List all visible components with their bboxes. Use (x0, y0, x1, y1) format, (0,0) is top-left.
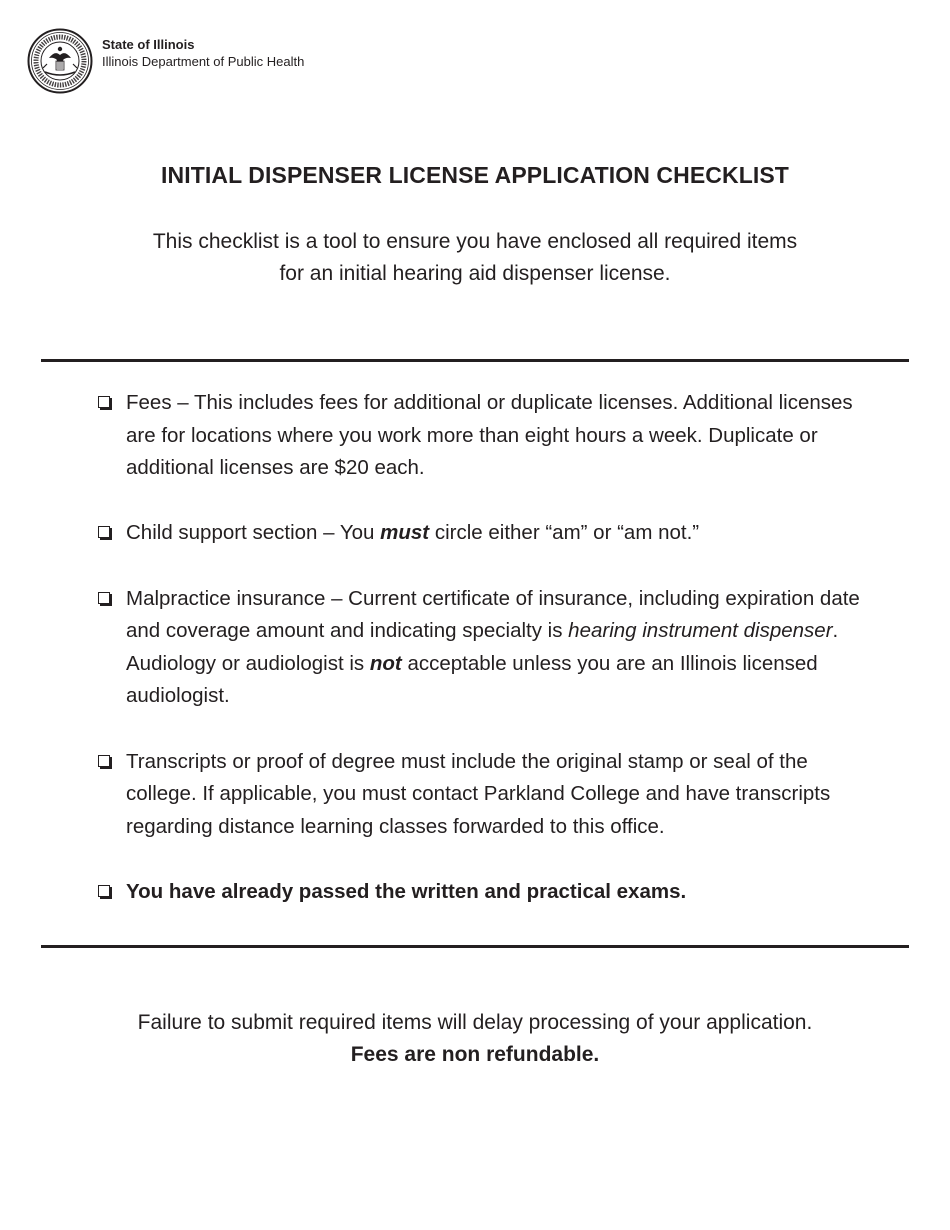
empty-checkbox-icon[interactable] (98, 396, 110, 408)
agency-block (102, 36, 304, 70)
page-title: INITIAL DISPENSER LICENSE APPLICATION CHECKLIST (161, 162, 789, 188)
checklist-item-exams (96, 876, 866, 909)
checklist-item-child-support (96, 517, 866, 550)
checklist-item-transcripts (96, 746, 866, 844)
footer-line-2: Fees are non refundable. (350, 1043, 600, 1066)
department-name: Illinois Department of Public Health (102, 54, 305, 69)
malpractice-text-1: Malpractice insurance – Current certificate of insurance, including expiration date and coverage amount and indicating specialty is (126, 586, 860, 643)
intro-line-1: This checklist is a tool to ensure you have enclosed all required items (152, 230, 798, 253)
empty-checkbox-icon[interactable] (98, 885, 110, 897)
child-support-text-after: circle either “am” or “am not.” (429, 521, 700, 545)
illinois-state-seal-icon (27, 28, 93, 94)
empty-checkbox-icon[interactable] (98, 592, 110, 604)
malpractice-emphasis: not (369, 651, 402, 675)
empty-checkbox-icon[interactable] (98, 526, 110, 538)
intro-line-2: for an initial hearing aid dispenser license. (279, 262, 671, 285)
top-divider (41, 359, 909, 362)
checklist (96, 387, 866, 941)
malpractice-specialty: hearing instrument dispenser (568, 619, 833, 643)
checklist-item-fees (96, 387, 866, 485)
child-support-emphasis: must (380, 521, 430, 545)
malpractice-text-2: . Audiology or audiologist is (126, 619, 839, 675)
state-name: State of Illinois (102, 37, 195, 52)
malpractice-text-3: acceptable unless you are an Illinois licensed audiologist. (126, 651, 818, 708)
fees-text: Fees – This includes fees for additional or duplicate licenses. Additional licenses are for locations where you work more than eight hours a week. Duplicate or additional licenses are $20 each. (126, 391, 853, 480)
transcripts-text: Transcripts or proof of degree must include the original stamp or seal of the college. If applicable, you must contact Parkland College and have transcripts regarding distance learning classes forwarded to this office. (126, 749, 831, 838)
child-support-text-before: Child support section – You (126, 521, 381, 545)
exams-text: You have already passed the written and practical exams. (126, 879, 687, 903)
checklist-item-malpractice (96, 583, 866, 713)
footer-line-1: Failure to submit required items will delay processing of your application. (137, 1011, 813, 1034)
empty-checkbox-icon[interactable] (98, 755, 110, 767)
bottom-divider (41, 945, 909, 948)
page-header (27, 27, 304, 95)
footer-notice (100, 1007, 850, 1071)
intro-text (120, 226, 830, 290)
